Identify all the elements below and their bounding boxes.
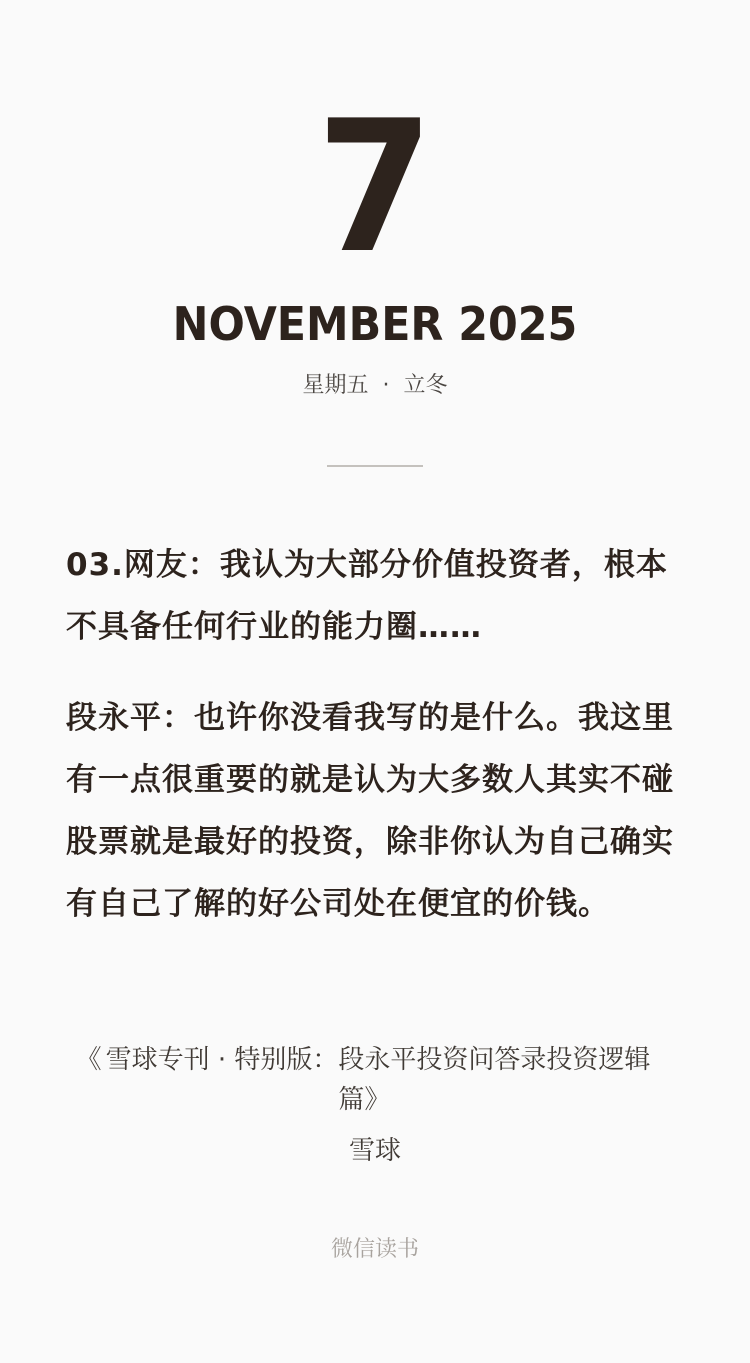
book-title-right: 段永平投资问答录投资逻辑篇》 [338,1045,651,1115]
quote-question: 03.网友：我认为大部分价值投资者，根本不具备任何行业的能力圈…… [66,547,668,645]
weekday: 星期五 [302,373,369,398]
quote-answer: 段永平：也许你没看我写的是什么。我这里有一点很重要的就是认为大多数人其实不碰股票就是最好的投资，除非你认为自己确实有自己了解的好公司处在便宜的价钱。 [66,700,674,922]
brand-footer: 微信读书 [330,1237,419,1262]
weekday-line [0,370,750,402]
day-number: 7 [316,81,434,293]
book-author: 雪球 [348,1136,401,1166]
solar-term: 立冬 [403,373,448,398]
book-title-left: 雪球专刊 · 特别版： [105,1045,339,1075]
title-open-mark: 《 [75,1045,102,1075]
separator-dot: · [382,373,390,398]
book-source[interactable] [66,1040,688,1120]
divider [327,465,423,467]
month-year: NOVEMBER 2025 [172,297,578,351]
